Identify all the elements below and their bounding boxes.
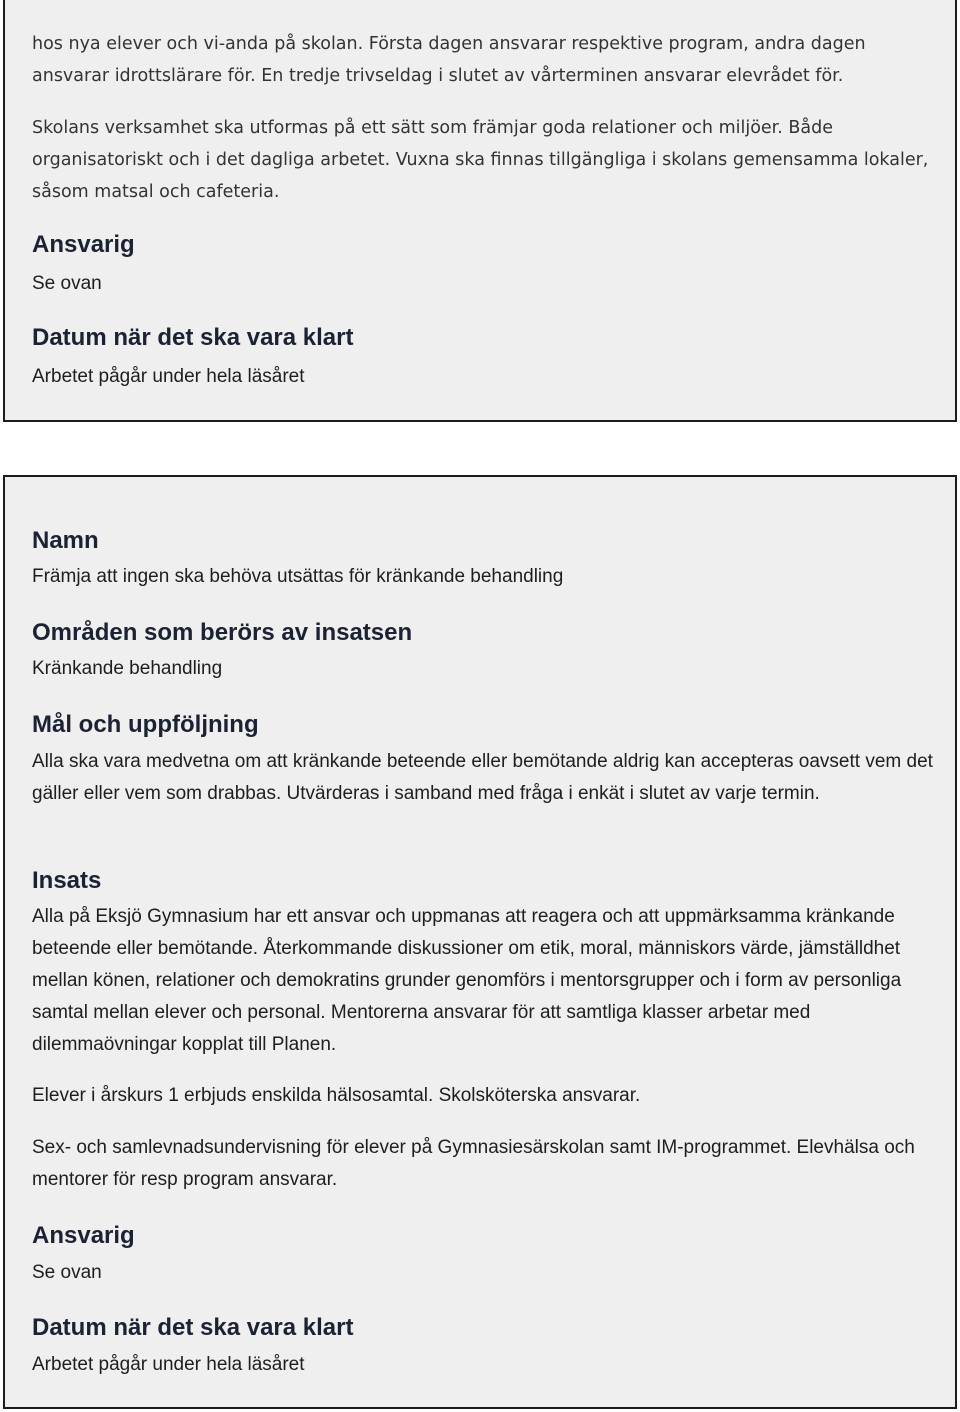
deadline-value: Arbetet pågår under hela läsåret bbox=[32, 366, 305, 387]
deadline-value: Arbetet pågår under hela läsåret bbox=[32, 1354, 305, 1375]
effort-heading: Insats bbox=[32, 867, 102, 894]
responsible-heading: Ansvarig bbox=[32, 231, 135, 258]
deadline-heading: Datum när det ska vara klart bbox=[32, 324, 354, 351]
intro-paragraph: hos nya elever och vi-anda på skolan. Första dagen ansvarar respektive program, andra dagen ansvarar idrottslärare för. En tredje trivseldag i slutet av vårterminen ansvarar elevrådet för. bbox=[32, 34, 866, 86]
goals-heading: Mål och uppföljning bbox=[32, 711, 259, 738]
action-plan-box-2 bbox=[3, 475, 957, 1409]
responsible-value: Se ovan bbox=[32, 273, 102, 294]
name-value: Främja att ingen ska behöva utsättas för kränkande behandling bbox=[32, 566, 564, 587]
responsible-value: Se ovan bbox=[32, 1262, 102, 1283]
areas-heading: Områden som berörs av insatsen bbox=[32, 619, 413, 646]
effort-paragraph-1: Alla på Eksjö Gymnasium har ett ansvar och uppmanas att reagera och att uppmärksamma kränkande beteende eller bemötande. Återkommande diskussioner om etik, moral, människors värde, jämställdhet mellan könen, relationer och demokratins grunder genomförs i mentorsgrupper och i form av personliga samtal mellan elever och personal. Mentorerna ansvarar för att samtliga klasser arbetar med dilemmaövningar kopplat till Planen. bbox=[32, 906, 902, 1055]
environment-paragraph: Skolans verksamhet ska utformas på ett sätt som främjar goda relationer och miljöer. Både organisatoriskt och i det dagliga arbetet. Vuxna ska finnas tillgängliga i skolans gemensamma lokaler, såsom matsal och cafeteria. bbox=[32, 118, 929, 202]
responsible-heading: Ansvarig bbox=[32, 1222, 135, 1249]
effort-paragraph-2: Elever i årskurs 1 erbjuds enskilda hälsosamtal. Skolsköterska ansvarar. bbox=[32, 1085, 641, 1106]
deadline-heading: Datum när det ska vara klart bbox=[32, 1314, 354, 1341]
name-heading: Namn bbox=[32, 527, 99, 554]
areas-value: Kränkande behandling bbox=[32, 658, 223, 679]
goals-value: Alla ska vara medvetna om att kränkande beteende eller bemötande aldrig kan accepteras oavsett vem det gäller eller vem som drabbas. Utvärderas i samband med fråga i enkät i slutet av varje termin. bbox=[32, 751, 933, 804]
action-plan-box-1 bbox=[3, 0, 957, 422]
effort-paragraph-3: Sex- och samlevnadsundervisning för elever på Gymnasiesärskolan samt IM-programmet. Elevhälsa och mentorer för resp program ansvarar. bbox=[32, 1137, 915, 1190]
